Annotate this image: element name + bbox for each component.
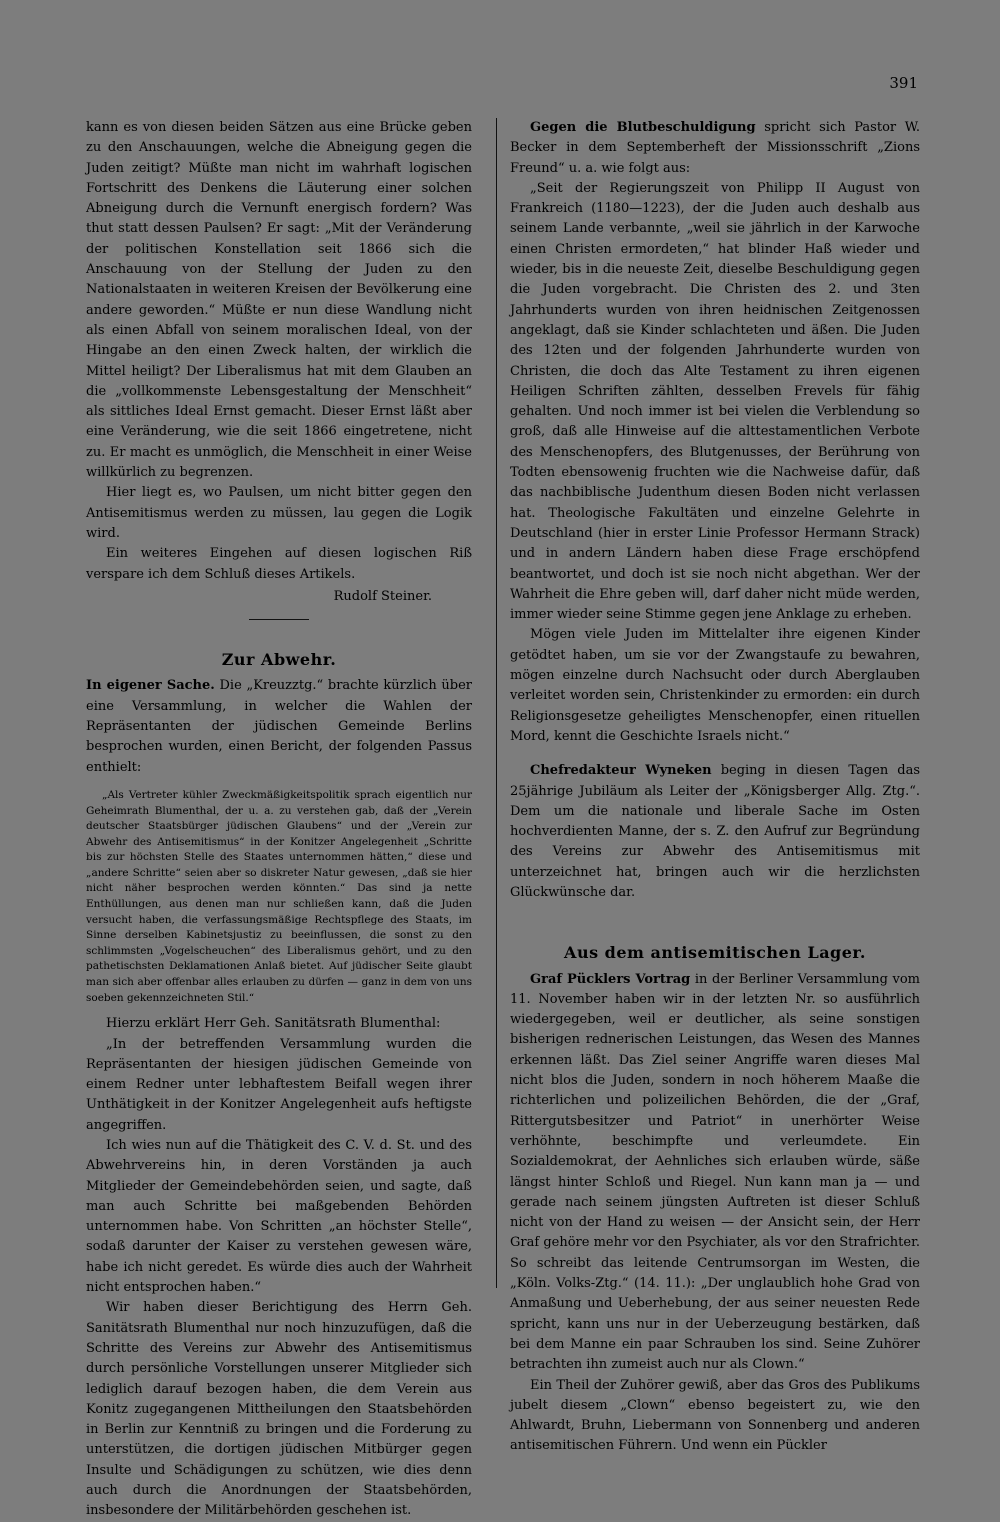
runin-heading: Graf Pücklers Vortrag	[530, 971, 691, 987]
section-divider	[249, 619, 309, 620]
right-column	[510, 118, 920, 1457]
left-column	[86, 118, 472, 1522]
paragraph: Mögen viele Juden im Mittelalter ihre eigenen Kinder getödtet haben, um sie vor der Zwangstaufe zu bewahren, mögen einzelne durch Nachsucht oder durch Aberglauben verleitet worden sein, Christenkinder zu ermorden: ein durch Religionsgesetze geheiligtes Menschenopfer, einen rituellen Mord, kennt die Geschichte Israels nicht.“	[510, 627, 920, 744]
paragraph: kann es von diesen beiden Sätzen aus eine Brücke geben zu den Anschauungen, welche die Abneigung gegen die Juden zeitigt? Müßte man nicht im wahrhaft logischen Fortschritt des Denkens die Läuterung einer solchen Abneigung durch die Vernunft energisch fordern? Was thut statt dessen Paulsen? Er sagt: „Mit der Veränderung der politischen Konstellation seit 1866 sich die Anschauung von der Stellung der Juden zu den Nationalstaaten in weiteren Kreisen der Bevölkerung eine andere geworden.“ Müßte er nun diese Wandlung nicht als einen Abfall von seinem moralischen Ideal, von der Hingabe an den einen Zweck halten, der wirklich die Mittel heiligt? Der Liberalismus hat mit dem Glauben an die „vollkommenste Lebensgestaltung der Menschheit“ als sittliches Ideal Ernst gemacht. Dieser Ernst läßt aber eine Veränderung, wie die seit 1866 eingetretene, nicht zu. Er macht es unmöglich, die Menschheit in einer Weise willkürlich zu begrenzen.	[86, 120, 472, 481]
section-title: Aus dem antisemitischen Lager.	[564, 943, 866, 963]
paragraph: „Seit der Regierungszeit von Philipp II August von Frankreich (1180—1223), der die Juden auch deshalb aus seinem Lande verbannte, „weil sie jährlich in der Karwoche einen Christen ermordeten,“ hat blinder Haß wieder und wieder, bis in die neueste Zeit, dieselbe Beschuldigung gegen die Juden vorgebracht. Die Christen des 2. und 3ten Jahrhunderts wurden von ihren heidnischen Zeitgenossen angeklagt, daß sie Kinder schlachteten und äßen. Die Juden des 12ten und der folgenden Jahrhunderte wurden von Christen, die doch das Alte Testament zu ihren eigenen Heiligen Schriften zählten, desselben Frevels für fähig gehalten. Und noch immer ist bei vielen die Verblendung so groß, daß alle Hinweise auf die alttestamentlichen Verbote des Menschenopfers, des Blutgenusses, der Berührung von Todten ebensowenig fruchten wie die Nachweise dafür, daß das nachbiblische Judenthum diesen Boden nicht verlassen hat. Theologische Fakultäten und einzelne Gelehrte in Deutschland (hier in erster Linie Professor Hermann Strack) und in andern Ländern haben diese Frage erschöpfend beantwortet, und doch ist sie noch nicht abgethan. Wer der Wahrheit die Ehre geben will, darf daher nicht müde werden, immer wieder seine Stimme gegen jene Anklage zu erheben.	[510, 180, 920, 623]
signature: Rudolf Steiner.	[333, 588, 432, 604]
section-title: Zur Abwehr.	[221, 650, 337, 670]
page-number: 391	[889, 74, 918, 92]
column-divider	[496, 118, 497, 1288]
paragraph: Hier liegt es, wo Paulsen, um nicht bitter gegen den Antisemitismus werden zu müssen, lau gegen die Logik wird.	[86, 485, 472, 541]
block-quote: „Als Vertreter kühler Zweckmäßigkeitspolitik sprach eigentlich nur Geheimrath Blumenthal, der u. a. zu verstehen gab, daß der „Verein deutscher Staatsbürger jüdischen Glaubens“ und der „Verein zur Abwehr des Antisemitismus“ in der Konitzer Angelegenheit „Schritte bis zur höchsten Stelle des Staates unternommen hätten,“ diese und „andere Schritte“ seien aber so diskreter Natur gewesen, „daß sie hier nicht näher besprochen werden könnten.“ Das sind ja nette Enthüllungen, aus denen man nur schließen kann, daß die Juden versucht haben, die verfassungsmäßige Rechtspflege des Staats, im Sinne derselben Kabinetsjustiz zu beeinflussen, die sonst zu den schlimmsten „Vogelscheuchen“ des Liberalismus gehört, und zu den pathetischsten Deklamationen Anlaß bietet. Auf jüdischer Seite glaubt man sich aber offenbar alles erlauben zu dürfen — ganz in dem von uns soeben gekennzeichneten Stil.“	[86, 788, 472, 1004]
paragraph: Ich wies nun auf die Thätigkeit des C. V. d. St. und des Abwehrvereins hin, in deren Vorständen ja auch Mitglieder der Gemeindebehörden seien, und sagte, daß man auch Schritte bei maßgebenden Behörden unternommen habe. Von Schritten „an höchster Stelle“, sodaß darunter der Kaiser zu verstehen gewesen wäre, habe ich nicht geredet. Es würde dies auch der Wahrheit nicht entsprochen haben.“	[86, 1138, 472, 1296]
paragraph: „In der betreffenden Versammlung wurden die Repräsentanten der hiesigen jüdischen Gemeinde von einem Redner unter lebhaftestem Beifall wegen ihrer Unthätigkeit in der Konitzer Angelegenheit aufs heftigste angegriffen.	[86, 1036, 472, 1133]
runin-heading: Chefredakteur Wyneken	[530, 763, 712, 779]
paragraph: Wir haben dieser Berichtigung des Herrn Geh. Sanitätsrath Blumenthal nur noch hinzuzufügen, daß die Schritte des Vereins zur Abwehr des Antisemitismus durch persönliche Vorstellungen unserer Mitglieder sich lediglich darauf bezogen haben, die dem Verein aus Konitz zugegangenen Mittheilungen den Staatsbehörden in Berlin zur Kenntniß zu bringen und die Forderung zu unterstützen, die dortigen jüdischen Mitbürger gegen Insulte und Schädigungen zu schützen, wie dies denn auch durch die Anordnungen der Staatsbehörden, insbesondere der Militärbehörden geschehen ist.	[86, 1300, 472, 1519]
paragraph: Die „Kreuzztg.“ brachte kürzlich über eine Versammlung, in welcher die Wahlen der Repräsentanten der jüdischen Gemeinde Berlins besprochen wurden, einen Bericht, der folgenden Passus enthielt:	[86, 678, 472, 775]
paragraph: Ein Theil der Zuhörer gewiß, aber das Gros des Publikums jubelt diesem „Clown“ ebenso begeistert zu, wie den Ahlwardt, Bruhn, Liebermann von Sonnenberg und anderen antisemitischen Führern. Und wenn ein Pückler	[510, 1377, 920, 1454]
paragraph: spricht sich Pastor W. Becker in dem Septemberheft der Missionsschrift „Zions Freund“ u. a. wie folgt aus:	[510, 120, 920, 176]
paragraph: Ein weiteres Eingehen auf diesen logischen Riß verspare ich dem Schluß dieses Artikels.	[86, 546, 472, 582]
paragraph: in der Berliner Versammlung vom 11. November haben wir in der letzten Nr. so ausführlich wiedergegeben, weil er deutlicher, als seine sonstigen bisherigen rednerischen Leistungen, das Wesen des Mannes erkennen läßt. Das Ziel seiner Angriffe waren dieses Mal nicht blos die Juden, sondern in noch höherem Maaße die richterlichen und polizeilichen Behörden, die der „Graf, Rittergutsbesitzer und Patriot“ in unerhörter Weise verhöhnte, beschimpfte und verleumdete. Ein Sozialdemokrat, der Aehnliches sich erlauben würde, säße längst hinter Schloß und Riegel. Nun kann man ja — und gerade nach seinem jüngsten Auftreten ist dieser Schluß nicht von der Hand zu weisen — der Ansicht sein, der Herr Graf gehöre mehr vor den Psychiater, als vor den Strafrichter. So schreibt das leitende Centrumsorgan im Westen, die „Köln. Volks-Ztg.“ (14. 11.): „Der unglaublich hohe Grad von Anmaßung und Ueberhebung, der aus seiner neuesten Rede spricht, kann uns nur in der Ueberzeugung bestärken, daß bei dem Manne ein paar Schrauben los sind. Seine Zuhörer betrachten ihn zumeist auch nur als Clown.“	[510, 971, 920, 1373]
paragraph: beging in diesen Tagen das 25jährige Jubiläum als Leiter der „Königsberger Allg. Ztg.“. Dem um die nationale und liberale Sache im Osten hochverdienten Manne, der s. Z. den Aufruf zur Begründung des Vereins zur Abwehr des Antisemitismus mit unterzeichnet hat, bringen auch wir die herzlichsten Glückwünsche dar.	[510, 763, 921, 900]
runin-heading: In eigener Sache.	[86, 678, 215, 694]
runin-heading: Gegen die Blutbeschuldigung	[530, 120, 756, 135]
paragraph: Hierzu erklärt Herr Geh. Sanitätsrath Blumenthal:	[106, 1016, 441, 1032]
